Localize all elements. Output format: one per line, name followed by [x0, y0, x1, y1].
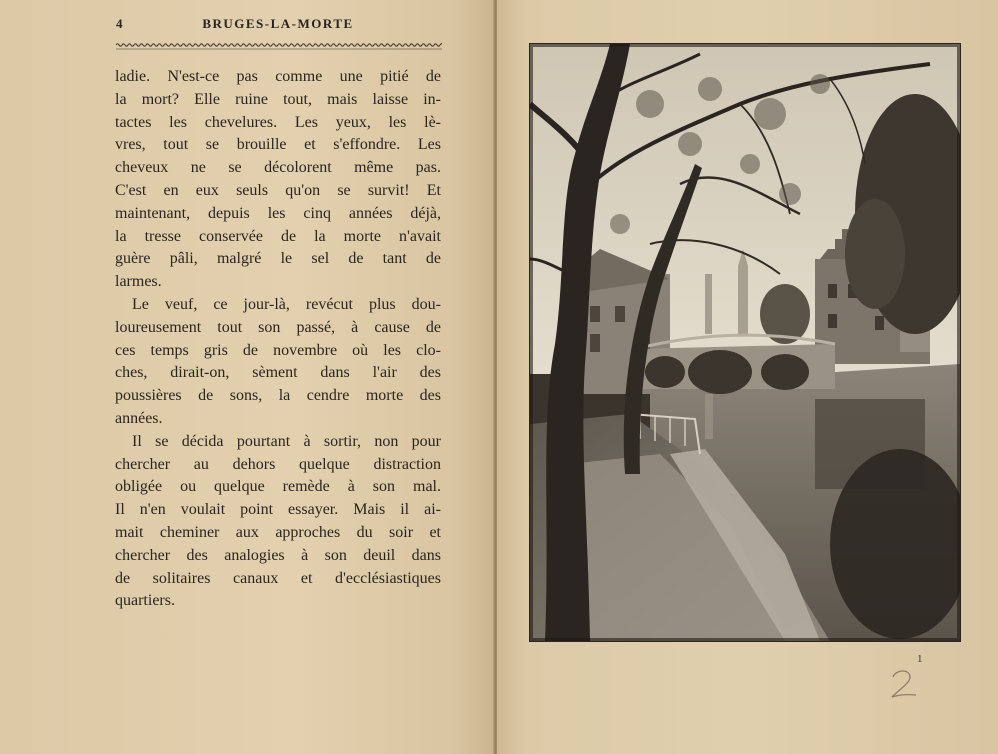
- text-line: larmes.: [115, 273, 162, 291]
- text-line: Il n'en voulait point essayer. Mais il ai-: [115, 501, 441, 519]
- bruges-canal-photograph-icon: [530, 44, 960, 641]
- text-line: la tresse conservée de la morte n'avait: [115, 227, 441, 245]
- body-text: [115, 66, 441, 613]
- text-line: années.: [115, 409, 163, 427]
- text-line: Le veuf, ce jour-là, revécut plus dou-: [132, 295, 441, 313]
- text-line: maintenant, depuis les cinq années déjà,: [115, 204, 441, 222]
- folio-mark: 1: [917, 653, 923, 665]
- left-page: [0, 0, 494, 754]
- text-line: la mort? Elle ruine tout, mais laisse in-: [115, 90, 441, 108]
- text-line: ladie. N'est-ce pas comme une pitié de: [115, 68, 441, 85]
- text-line: loureusement tout son passé, à cause de: [115, 318, 441, 336]
- text-line: guère pâli, malgré le sel de tant de: [115, 250, 441, 268]
- text-line: Il se décida pourtant à sortir, non pour: [132, 432, 441, 450]
- text-line: obligée ou quelque remède à son mal.: [115, 478, 441, 496]
- handwritten-number-icon: [884, 665, 924, 701]
- text-line: mait cheminer aux approches du soir et: [115, 523, 441, 541]
- page-header: [112, 14, 444, 36]
- text-line: quartiers.: [115, 592, 175, 610]
- text-line: ces temps gris de novembre où les clo-: [115, 341, 441, 359]
- text-line: chercher des analogies à son deuil dans: [115, 546, 441, 564]
- text-line: C'est en eux seuls qu'on se survit! Et: [115, 181, 441, 199]
- running-title: BRUGES-LA-MORTE: [202, 16, 354, 31]
- text-line: vres, tout se brouille et s'effondre. Les: [115, 136, 441, 154]
- text-line: de solitaires canaux et d'ecclésiastiques: [115, 569, 441, 587]
- text-line: cheveux ne se décolorent même pas.: [115, 159, 441, 177]
- text-line: ches, dirait-on, sèment dans l'air des: [115, 364, 441, 382]
- text-line: poussières de sons, la cendre morte des: [115, 387, 441, 405]
- page-number: 4: [116, 16, 123, 31]
- decorative-wavy-rule: [116, 42, 442, 50]
- text-line: tactes les chevelures. Les yeux, les lè-: [115, 113, 441, 131]
- text-line: chercher au dehors quelque distraction: [115, 455, 441, 473]
- photograph-plate: [529, 43, 961, 642]
